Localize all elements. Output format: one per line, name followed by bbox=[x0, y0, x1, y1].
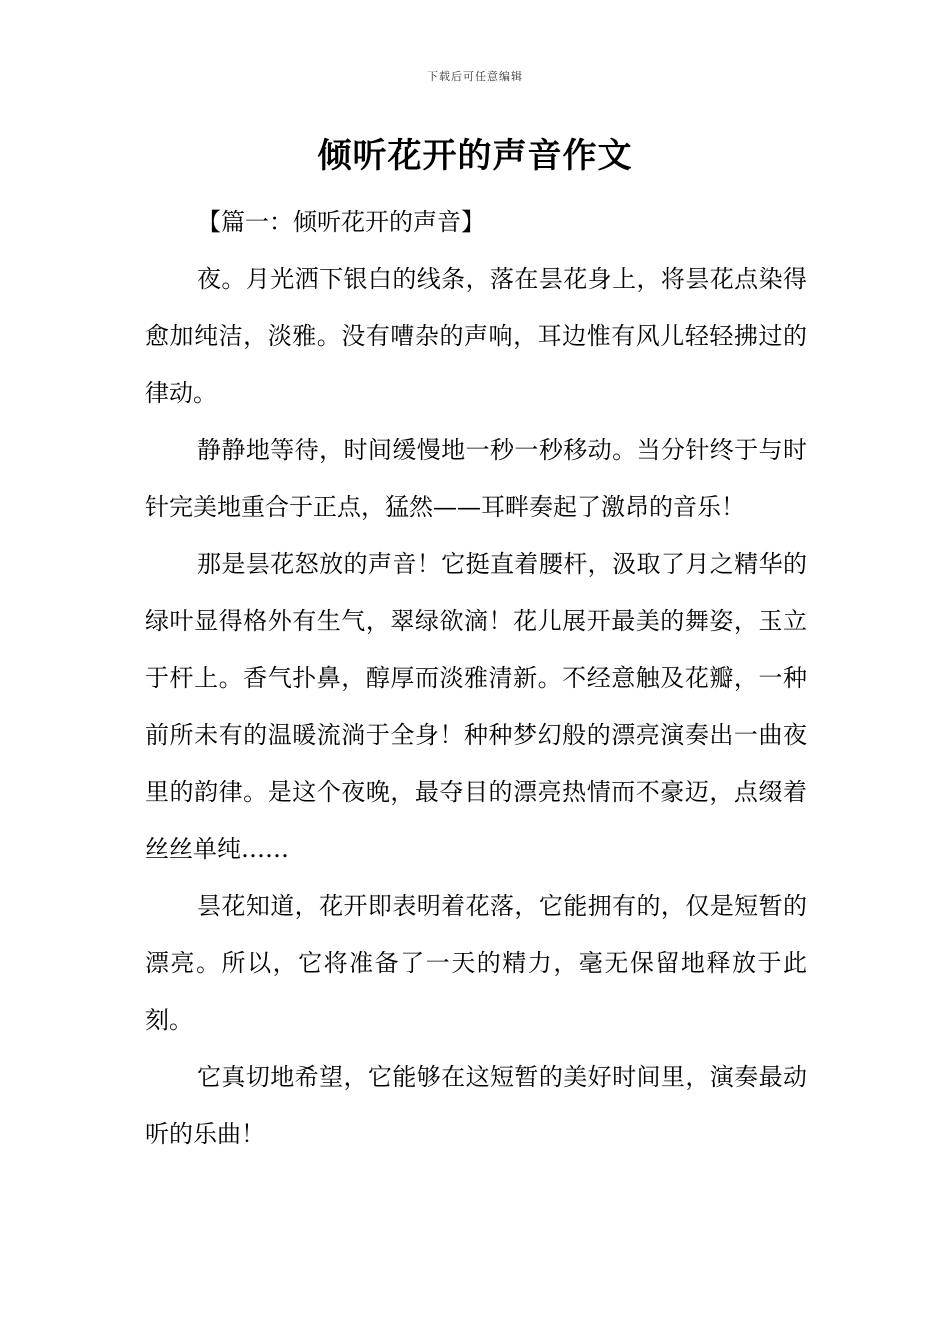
paragraph-4: 昙花知道，花开即表明着花落，它能拥有的，仅是短暂的漂亮。所以，它将准备了一天的精力，毫无保留地释放于此刻。 bbox=[145, 892, 807, 1034]
paragraph-5: 它真切地希望，它能够在这短暂的美好时间里，演奏最动听的乐曲！ bbox=[145, 1063, 807, 1148]
paragraph-2: 静静地等待，时间缓慢地一秒一秒移动。当分针终于与时针完美地重合于正点，猛然——耳畔奏起了激昂的音乐！ bbox=[145, 436, 807, 521]
paragraph-1: 夜。月光洒下银白的线条，落在昙花身上，将昙花点染得愈加纯洁，淡雅。没有嘈杂的声响，耳边惟有风儿轻轻拂过的律动。 bbox=[145, 265, 807, 407]
section-heading: 【篇一：倾听花开的声音】 bbox=[197, 208, 485, 236]
document-body bbox=[145, 194, 807, 1163]
paragraph-3: 那是昙花怒放的声音！它挺直着腰杆，汲取了月之精华的绿叶显得格外有生气，翠绿欲滴！花儿展开最美的舞姿，玉立于杆上。香气扑鼻，醇厚而淡雅清新。不经意触及花瓣，一种前所未有的温暖流淌于全身！种种梦幻般的漂亮演奏出一曲夜里的韵律。是这个夜晚，最夺目的漂亮热情而不豪迈，点缀着丝丝单纯…… bbox=[145, 550, 807, 863]
document-title: 倾听花开的声音作文 bbox=[317, 136, 633, 176]
header-note: 下载后可任意编辑 bbox=[427, 70, 523, 83]
